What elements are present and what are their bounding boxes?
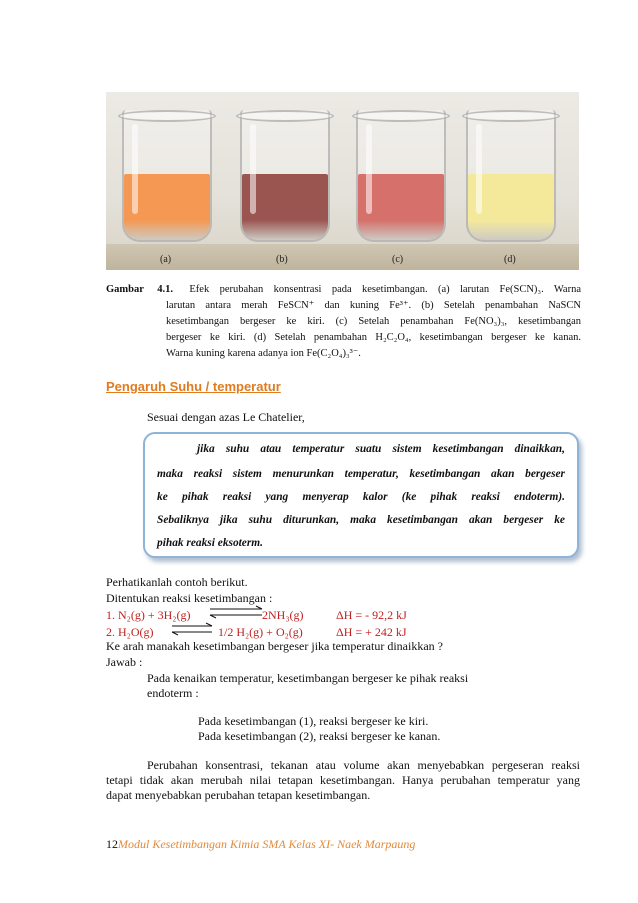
- eq2-right: 1/2 H₂(g) + O₂(g): [218, 625, 303, 639]
- section-heading: Pengaruh Suhu / temperatur: [106, 379, 281, 394]
- beaker-b: [236, 110, 334, 242]
- page-number: 12: [106, 837, 118, 851]
- le-chatelier-callout: [143, 432, 579, 558]
- caption-line-2: larutan antara merah FeSCN⁺ dan kuning Fe³⁺. (b) Setelah penambahan NaSCN: [166, 300, 581, 311]
- closing-line-2: tetapi tidak akan merubah nilai tetapan kesetimbangan. Hanya perubahan temperatur yang: [106, 773, 580, 787]
- page-footer: [106, 837, 415, 852]
- caption-line-3: kesetimbangan bergeser ke kiri. (c) Setelah penambahan Fe(NO₃)₃, kesetimbangan: [166, 316, 581, 327]
- caption-number: 4.1.: [157, 284, 174, 295]
- figure-caption: [106, 282, 581, 362]
- closing-line-3: dapat menyebabkan perubahan tetapan kesetimbangan.: [106, 788, 371, 802]
- answer-line-1: Pada kenaikan temperatur, kesetimbangan bergeser ke pihak reaksi: [147, 671, 469, 685]
- beaker-a: [118, 110, 216, 242]
- beaker-d: [462, 110, 560, 242]
- answer-item-1: Pada kesetimbangan (1), reaksi bergeser ke kiri.: [198, 714, 429, 728]
- eq1-enthalpy: ΔH = - 92,2 kJ: [336, 608, 407, 622]
- closing-paragraph: [106, 758, 580, 803]
- photo-label-b: (b): [276, 254, 288, 265]
- caption-line-5: Warna kuning karena adanya ion Fe(C₂O₄)₃³⁻.: [166, 348, 361, 359]
- answer-item-2: Pada kesetimbangan (2), reaksi bergeser ke kanan.: [198, 729, 441, 743]
- answer-label: Jawab :: [106, 655, 143, 669]
- beaker-c: [352, 110, 450, 242]
- callout-line-5: pihak reaksi eksoterm.: [157, 537, 263, 549]
- photo-label-d: (d): [504, 254, 516, 265]
- equilibrium-arrows-icon: [208, 605, 264, 619]
- equilibrium-arrows-icon: [170, 622, 214, 636]
- eq1-right: 2NH₃(g): [262, 608, 304, 622]
- example-intro: Perhatikanlah contoh berikut.: [106, 575, 248, 589]
- section-intro: Sesuai dengan azas Le Chatelier,: [147, 410, 305, 424]
- example-question: Ke arah manakah kesetimbangan bergeser jika temperatur dinaikkan ?: [106, 639, 443, 653]
- answer-line-2: endoterm :: [147, 686, 199, 700]
- callout-line-4: Sebaliknya jika suhu diturunkan, maka kesetimbangan akan bergeser ke: [157, 514, 565, 526]
- closing-line-1: Perubahan konsentrasi, tekanan atau volume akan menyebabkan pergeseran reaksi: [147, 758, 580, 772]
- eq2-enthalpy: ΔH = + 242 kJ: [336, 625, 407, 639]
- eq1-left: 1. N₂(g) + 3H₂(g): [106, 608, 191, 622]
- caption-line-1: Efek perubahan konsentrasi pada kesetimbangan. (a) larutan Fe(SCN)₃. Warna: [189, 284, 581, 295]
- callout-line-2: maka reaksi sistem menurunkan temperatur, kesetimbangan akan bergeser: [157, 468, 565, 480]
- caption-label: Gambar: [106, 284, 144, 295]
- photo-label-c: (c): [392, 254, 404, 265]
- photo-label-a: (a): [160, 254, 172, 265]
- eq2-left: 2. H₂O(g): [106, 625, 154, 639]
- footer-title: Modul Kesetimbangan Kimia SMA Kelas XI- Naek Marpaung: [118, 837, 416, 851]
- caption-line-4: bergeser ke kiri. (d) Setelah penambahan H₂C₂O₄, kesetimbangan bergeser ke kanan.: [166, 332, 581, 343]
- callout-line-1: jika suhu atau temperatur suatu sistem kesetimbangan dinaikkan,: [197, 443, 565, 455]
- example-given: Ditentukan reaksi kesetimbangan :: [106, 591, 273, 605]
- callout-line-3: ke pihak reaksi yang menyerap kalor (ke pihak reaksi endoterm).: [157, 491, 565, 503]
- beakers-photo: [106, 92, 579, 270]
